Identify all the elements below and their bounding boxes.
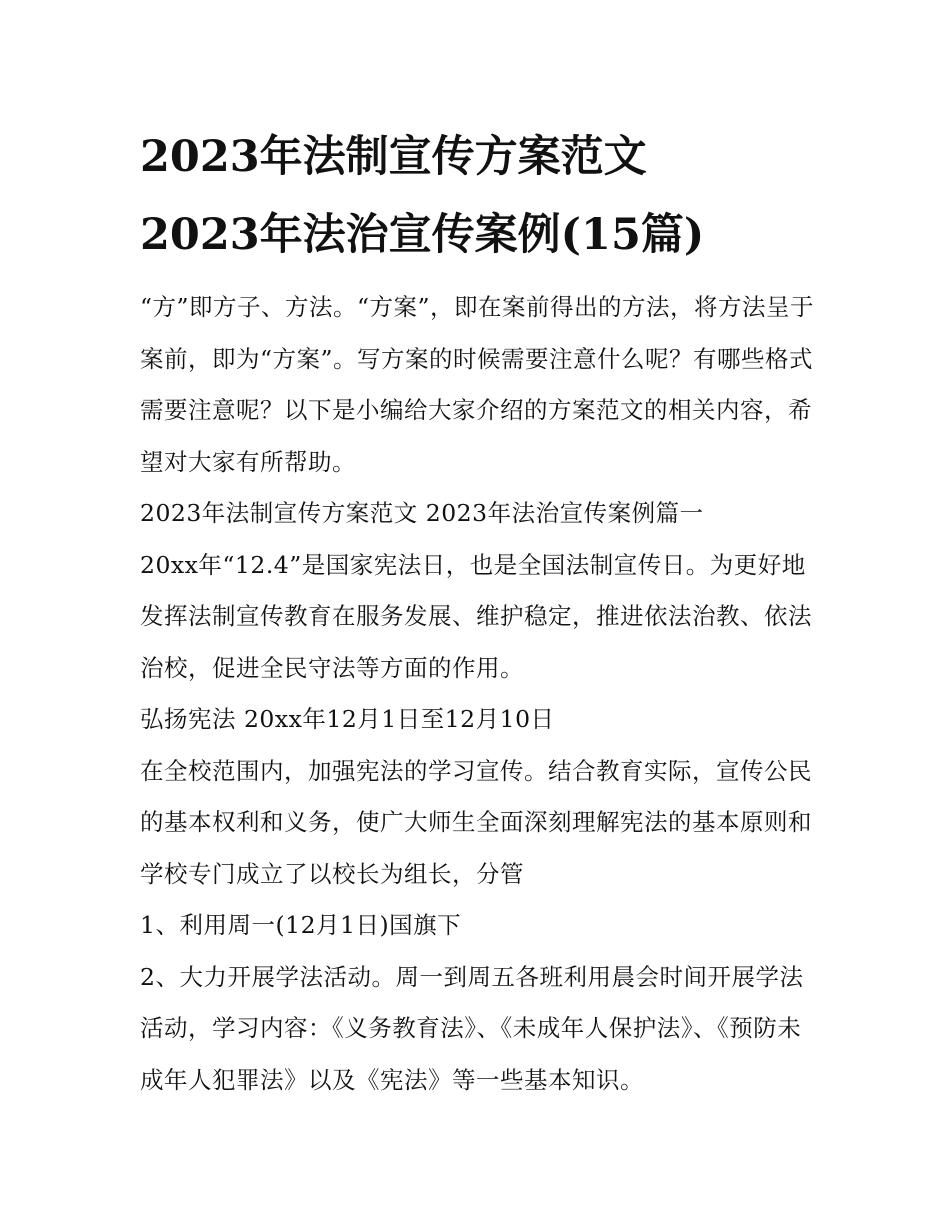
section-heading: 2023年法制宣传方案范文 2023年法治宣传案例篇一	[140, 499, 704, 527]
document-body	[140, 118, 820, 1106]
intro-paragraph: “方”即方子、方法。“方案”，即在案前得出的方法，将方法呈于案前，即为“方案”。写方案的时候需要注意什么呢？有哪些格式需要注意呢？以下是小编给大家介绍的方案范文的相关内容，希望对大家有所帮助。	[140, 293, 815, 476]
document-title-line-1: 2023年法制宣传方案范文	[140, 132, 647, 182]
body-paragraph: 20xx年“12.4”是国家宪法日，也是全国法制宣传日。为更好地发挥法制宣传教育在服务发展、维护稳定，推进依法治教、依法治校，促进全民守法等方面的作用。	[140, 550, 812, 682]
list-item: 2、大力开展学法活动。周一到周五各班利用晨会时间开展学法活动，学习内容：《义务教育法》、《未成年人保护法》、《预防未成年人犯罪法》以及《宪法》等一些基本知识。	[140, 962, 804, 1094]
list-item: 1、利用周一(12月1日)国旗下	[140, 911, 462, 939]
document-title-line-2: 2023年法治宣传案例(15篇)	[140, 210, 705, 260]
activity-theme-line: 弘扬宪法 20xx年12月1日至12月10日	[140, 705, 555, 733]
body-paragraph: 在全校范围内，加强宪法的学习宣传。结合教育实际，宣传公民的基本权利和义务，使广大师生全面深刻理解宪法的基本原则和 学校专门成立了以校长为组长，分管	[140, 756, 812, 888]
